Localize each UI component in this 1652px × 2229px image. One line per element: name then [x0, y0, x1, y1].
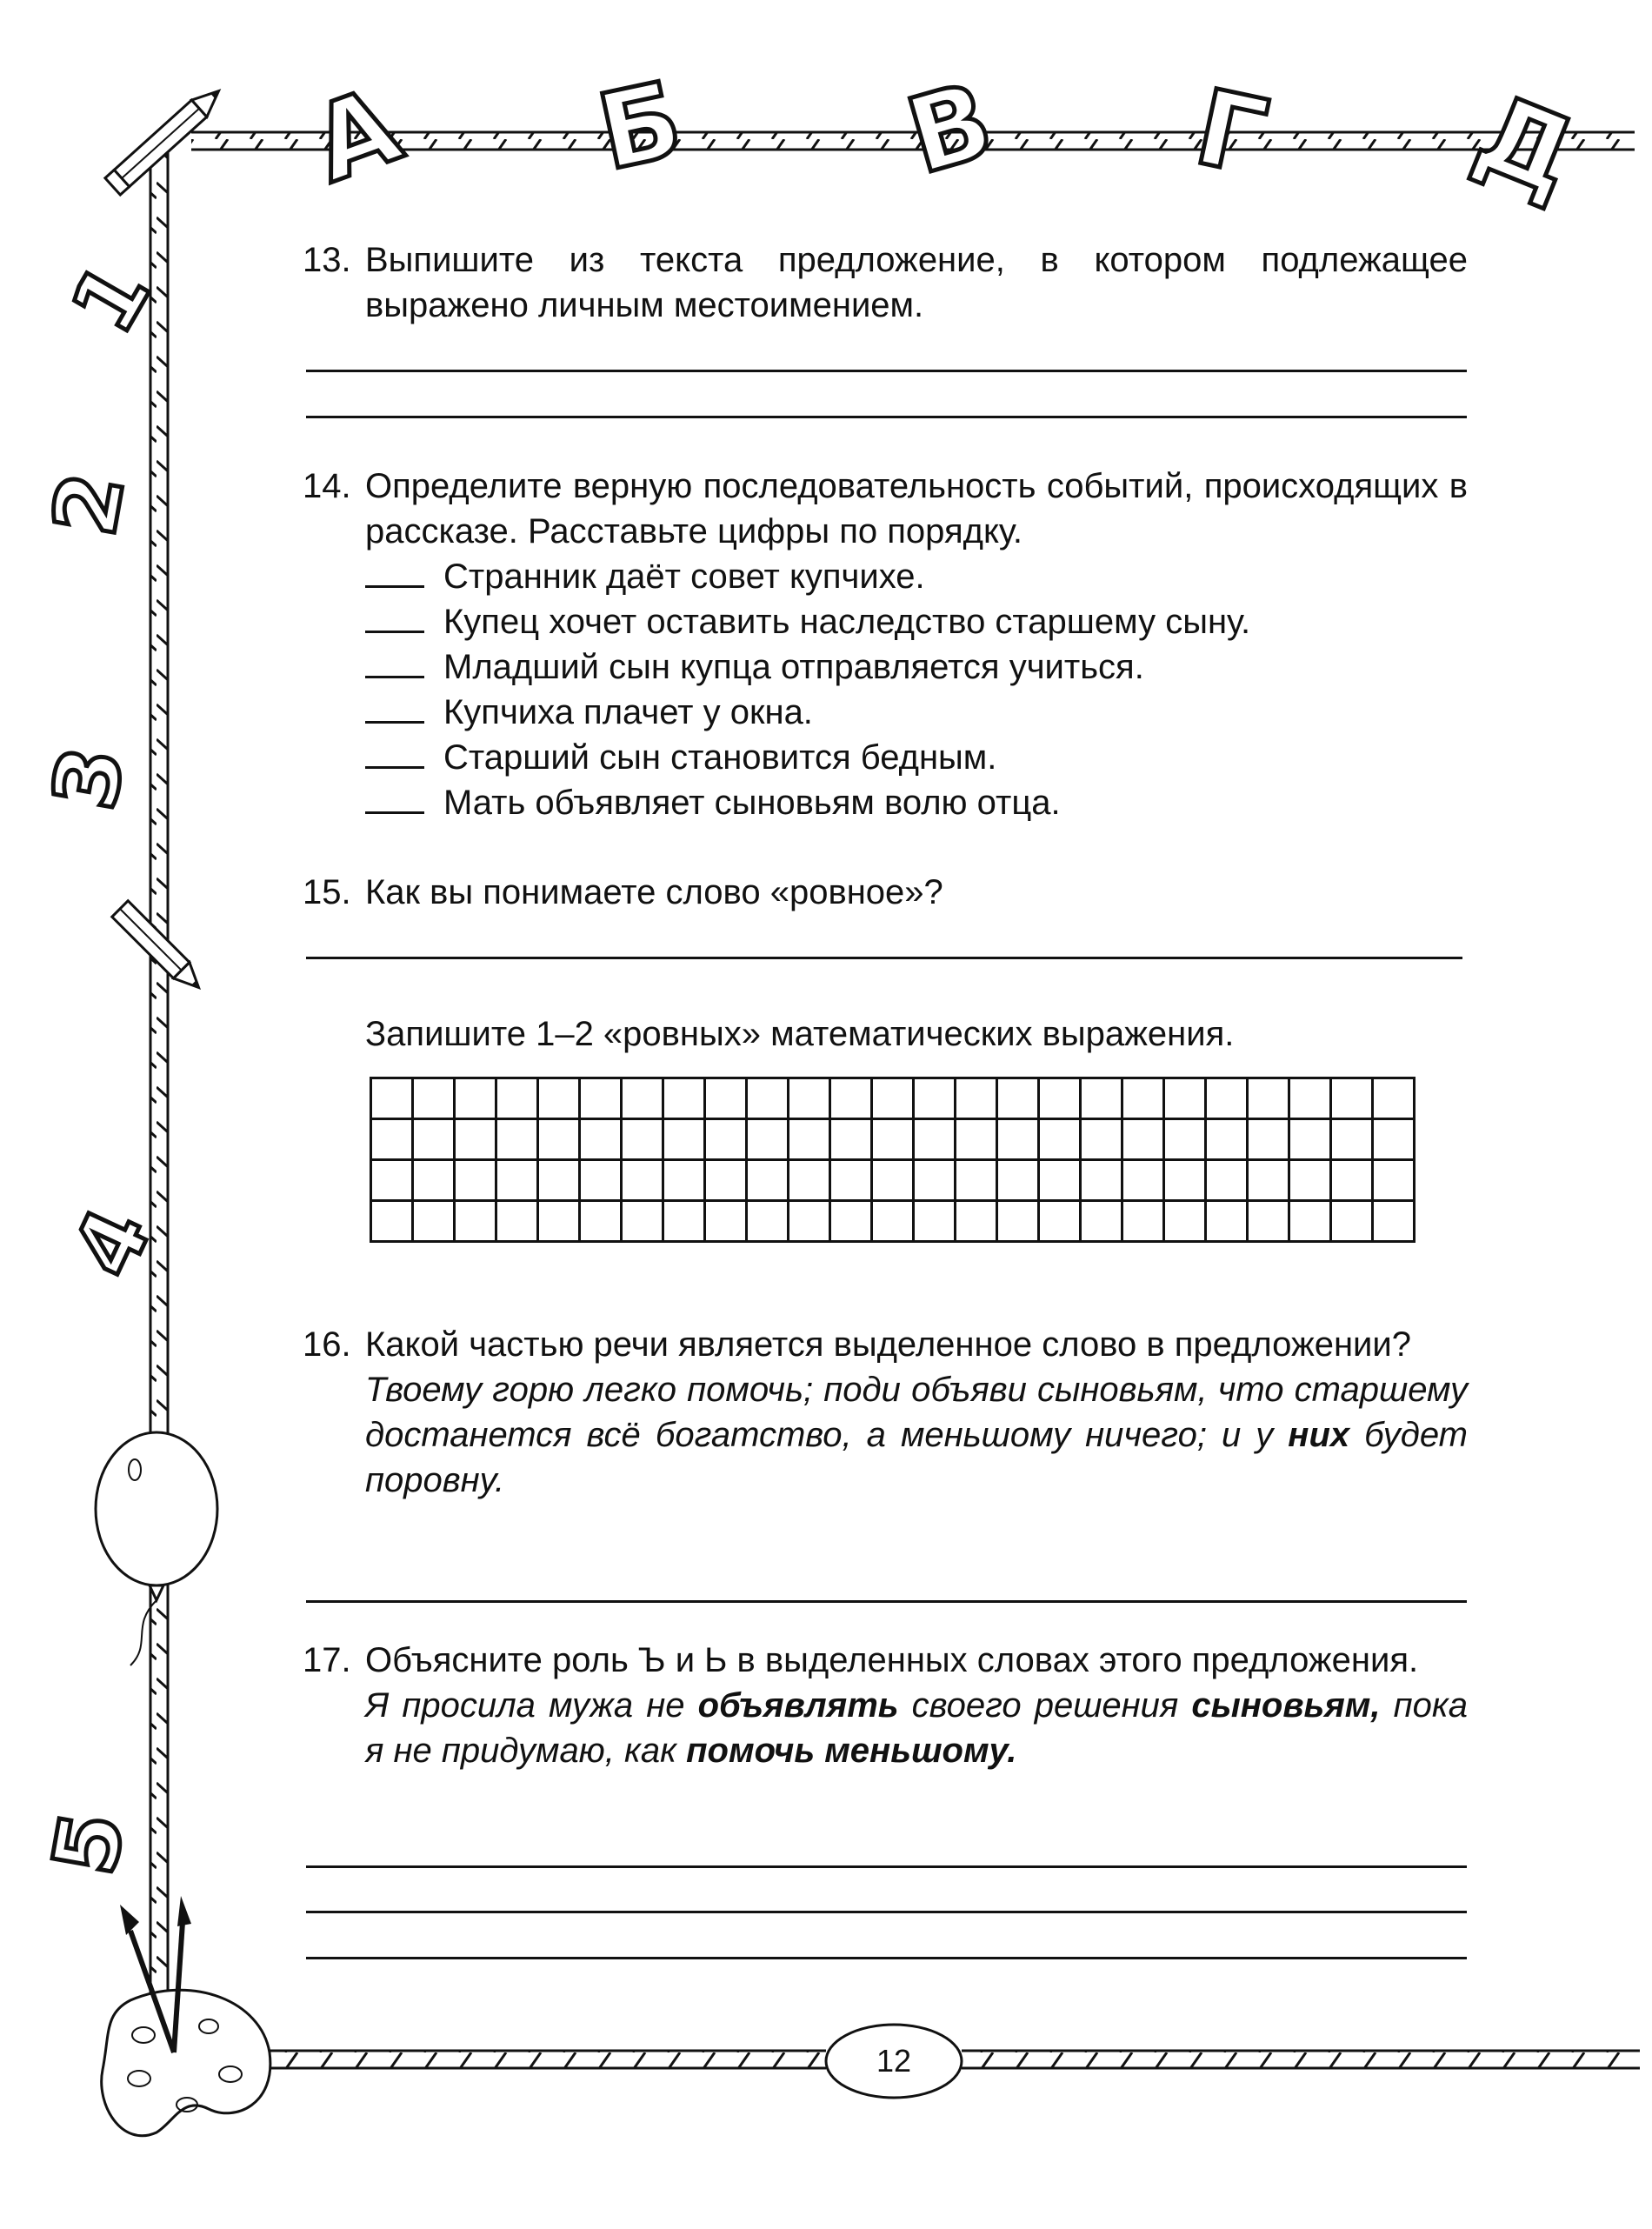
- sequence-item: [365, 599, 1468, 644]
- answer-line[interactable]: [306, 1957, 1467, 1959]
- example-sentence: [365, 1683, 1468, 1773]
- left-rope: [150, 152, 168, 1996]
- sequence-item-text: Старший сын становится бедным.: [443, 738, 997, 777]
- question-14: [303, 464, 1468, 825]
- sentence-part: Твоему горю легко помочь; поди объяви сыновьям, что старшему достанется всё богатство, а меньшому ничего; и у: [365, 1371, 1468, 1454]
- sequence-item: [365, 644, 1468, 690]
- question-15: [303, 870, 1468, 915]
- decor-letter: Г: [1185, 67, 1276, 200]
- sequence-item-text: Младший сын купца отправляется учиться.: [443, 648, 1144, 686]
- highlighted-word: помочь меньшому.: [686, 1732, 1017, 1770]
- question-text: Объясните роль Ъ и Ь в выделенных словах этого предложения.: [365, 1641, 1419, 1679]
- question-16: [303, 1322, 1468, 1503]
- decor-number: 1: [51, 246, 170, 350]
- palette-icon: [102, 1896, 270, 2136]
- page-number: 12: [876, 2043, 912, 2079]
- question-17: [303, 1638, 1468, 1773]
- sequence-item: [365, 554, 1468, 599]
- sequence-item-text: Купец хочет оставить наследство старшему сыну.: [443, 603, 1251, 641]
- sequence-list: [365, 554, 1468, 825]
- decor-letter: Д: [1460, 72, 1592, 219]
- order-blank[interactable]: [365, 785, 424, 814]
- answer-line[interactable]: [306, 370, 1467, 372]
- sequence-item: [365, 735, 1468, 780]
- sentence-part: своего решения: [898, 1686, 1192, 1725]
- subtask-text: Запишите 1–2 «ровных» математических выражения.: [365, 1015, 1235, 1053]
- highlighted-word: сыновьям,: [1191, 1686, 1381, 1725]
- decor-letter: Б: [589, 59, 692, 195]
- sequence-item: [365, 780, 1468, 825]
- question-text: Выпишите из текста предложение, в котором подлежащее выражено личным местоимением.: [365, 241, 1468, 324]
- question-number: 13.: [303, 241, 351, 279]
- answer-line[interactable]: [306, 1600, 1467, 1603]
- question-text: Определите верную последовательность событий, происходящих в рассказе. Расставьте цифры по порядку.: [365, 467, 1468, 551]
- question-number: 17.: [303, 1641, 351, 1679]
- answer-line[interactable]: [306, 957, 1462, 959]
- answer-line[interactable]: [306, 1911, 1467, 1913]
- sentence-part: будет поровну.: [365, 1416, 1468, 1499]
- sequence-item-text: Купчиха плачет у окна.: [443, 693, 813, 731]
- sentence-part: пока я не придумаю, как: [365, 1686, 1468, 1770]
- sequence-item: [365, 690, 1468, 735]
- question-number: 15.: [303, 873, 351, 911]
- order-blank[interactable]: [365, 604, 424, 633]
- sequence-item-text: Мать объявляет сыновьям волю отца.: [443, 784, 1061, 822]
- answer-line[interactable]: [306, 416, 1467, 418]
- decor-number: 5: [33, 1805, 144, 1883]
- order-blank[interactable]: [365, 695, 424, 724]
- decor-number: 3: [33, 739, 144, 818]
- question-15-subtask: [303, 1011, 1468, 1057]
- decor-number: 4: [52, 1193, 171, 1292]
- sentence-part: Я просила мужа не: [365, 1686, 698, 1725]
- question-13: [303, 237, 1468, 328]
- question-text: Какой частью речи является выделенное слово в предложении?: [365, 1325, 1411, 1364]
- question-text: Как вы понимаете слово «ровное»?: [365, 873, 943, 911]
- question-number: 16.: [303, 1325, 351, 1364]
- answer-grid[interactable]: [370, 1077, 1416, 1243]
- highlighted-word: объявлять: [697, 1686, 899, 1725]
- highlighted-word: них: [1288, 1416, 1350, 1454]
- question-number: 14.: [303, 467, 351, 505]
- order-blank[interactable]: [365, 650, 424, 678]
- decor-number: 2: [33, 465, 144, 544]
- answer-line[interactable]: [306, 1865, 1467, 1868]
- example-sentence: [365, 1367, 1468, 1503]
- sequence-item-text: Странник даёт совет купчихе.: [443, 557, 925, 596]
- order-blank[interactable]: [365, 559, 424, 588]
- order-blank[interactable]: [365, 740, 424, 769]
- decor-letter: А: [297, 64, 416, 207]
- decor-letter: В: [895, 60, 1005, 198]
